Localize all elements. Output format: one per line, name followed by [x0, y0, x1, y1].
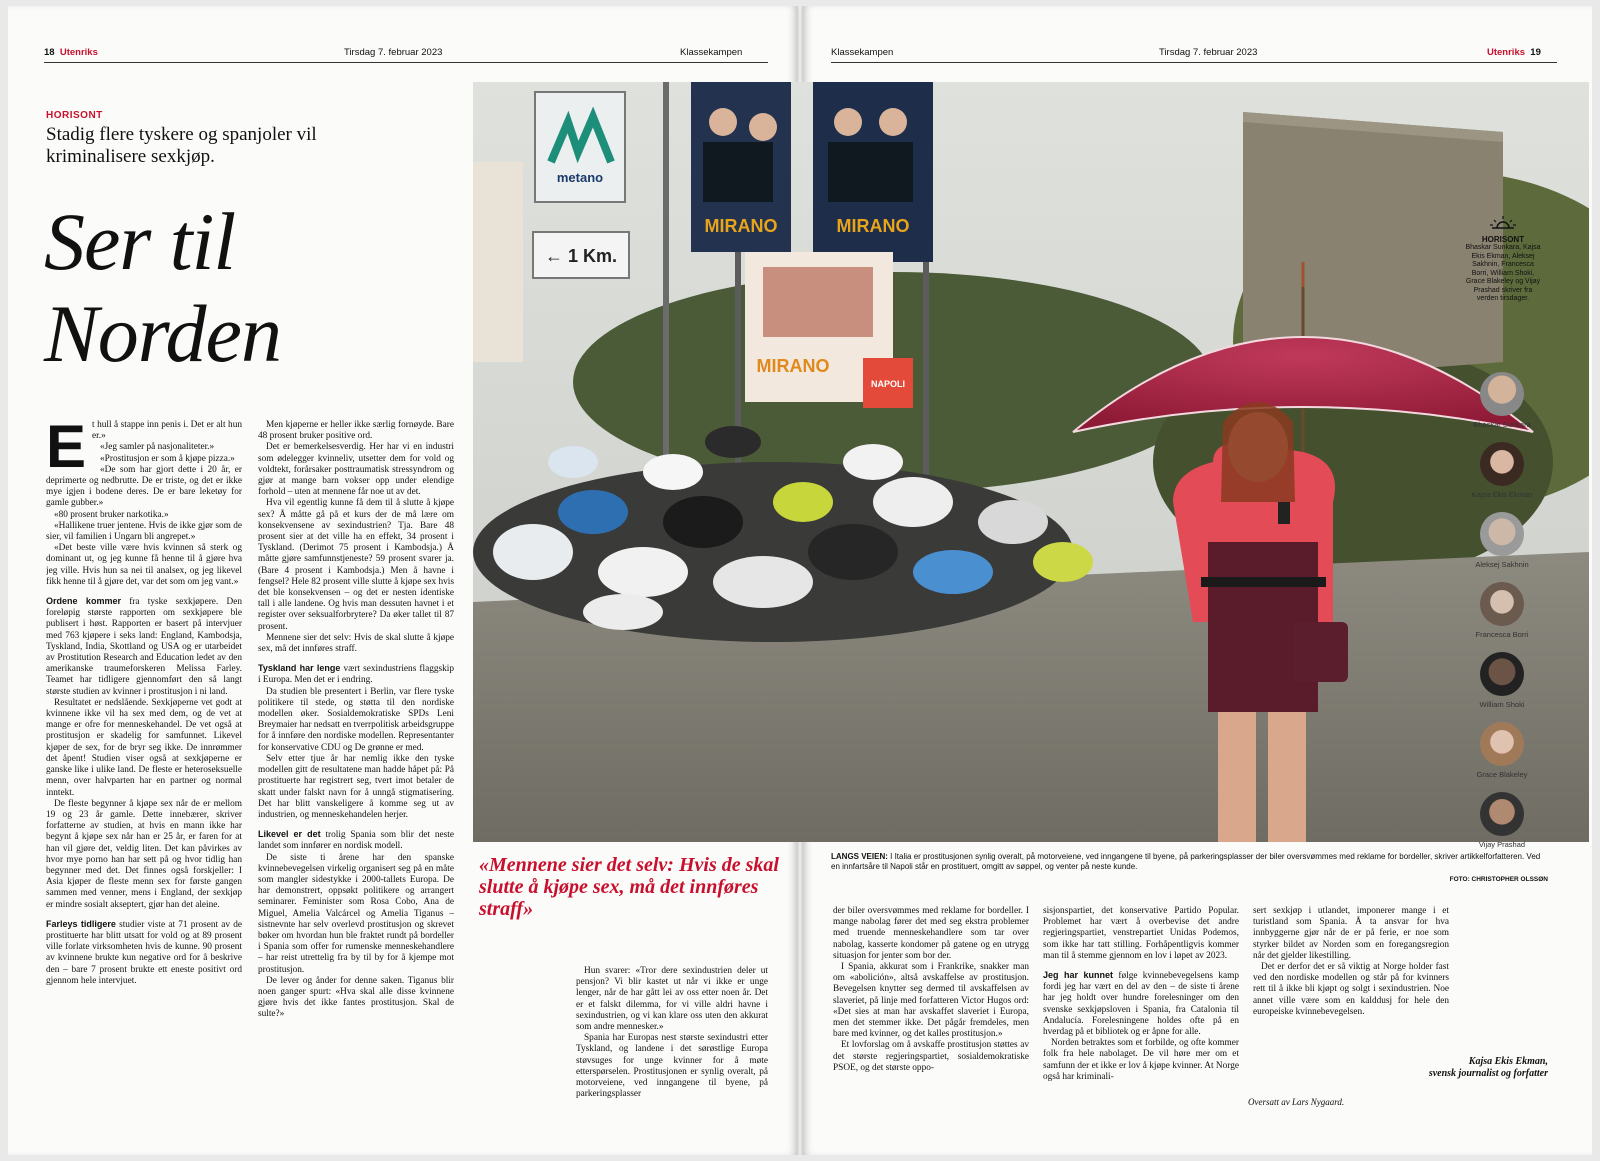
header-rule-right [831, 62, 1557, 63]
author-name: Bhaskar Sunkara [1473, 420, 1531, 429]
metano-sign-text: metano [556, 170, 604, 185]
signature-name: Kajsa Ekis Ekman, [1468, 1056, 1548, 1067]
crosshead: Jeg har kunnet [1043, 970, 1114, 981]
photo-caption: LANGS VEIEN: I Italia er prostitusjonen synlig overalt, på motorveiene, ved inngangene til byene, på parkeringsplasser der biler oversvømmes med reklame for bordeller, skriver artikkelforfatteren. Ved en innfartsåre til Napoli står en prostituert, omgitt av søppel, og venter på neste kunde. [831, 852, 1541, 871]
article-deck: Stadig flere tyskere og spanjoler vil kriminalisere sexkjøp. [46, 124, 317, 167]
sidebar-title: HORISONT [1481, 235, 1525, 244]
left-page-folio [44, 47, 98, 58]
avatar [1480, 512, 1524, 556]
page-number-right: 19 [1530, 47, 1541, 58]
right-page-folio [1487, 47, 1541, 58]
author-vijay-prashad [1456, 792, 1548, 849]
headline-line-2: Norden [44, 288, 281, 379]
left-page-paper-name: Klassekampen [680, 47, 743, 58]
pull-quote: «Mennene sier det selv: Hvis de skal slutte å kjøpe sex, må det innføres straff» [479, 854, 779, 920]
author-william-shoki [1456, 652, 1548, 709]
article-column-6: sert sexkjøp i utlandet, imponerer mange i et turistland som Spania. Å ta ansvar for hva innbyggerne gjør når de er på ferie, er noe som styrker bildet av Norden som en foregangsregion når det gjelder likestilling. Det er derfor det er så viktig at Norge holder fast ved den nordiske modellen og står på for kvinners rett til å ikke bli kjøpt og solgt i sexindustrien. Noe annet ville være som en kalddusj for hele den europeiske kvinnebevegelsen. [1253, 906, 1449, 1017]
avatar [1480, 652, 1524, 696]
author-francesca-borri [1456, 582, 1548, 639]
section-label-right: Utenriks [1487, 47, 1526, 58]
article-column-3: Hun svarer: «Tror dere sexindustrien deler ut pensjon? Vi blir kastet ut når vi ikke er unge lenger, når de har gått lei av oss etter noen år. Det er et falskt dilemma, for vi ville aldri havne i sexindustrien, og vi kan klare oss uten den akkurat som andre mennesker.» Spania har Europas nest største sexindustri etter Tyskland, og landene i det sørøstlige Europa støvsuges for unge kvinner for å møte etterspørselen. Prostitusjonen er synlig overalt, på motorveiene, ved inngangene til byene, på parkeringsplasser [576, 966, 768, 1100]
article-column-1: Et hull å stappe inn penis i. Det er alt hun er.» «Jeg samler på nasjonaliteter.» «Prostitusjon er som å kjøpe pizza.» «De som har gjort dette i 20 år, er deprimerte og nedbrutte. De er triste, og det er ikke mye igjen i bodene deres. De er bare leketøy for gamle gubber.» «80 prosent bruker narkotika.» «Hallikene truer jentene. Hvis de ikke gjør som de sier, vil familien i Ungarn bli angrepet.» «Det beste ville være hvis kvinnen så sterk og dominant ut, og jeg kunne få henne til å gjøre hva jeg ville. Hvis hun sa nei til analsex, og jeg likevel fikk henne til å gjøre det, var det som om jeg vant.» Ordene kommer fra tyske sexkjøpere. Den foreløpig største rapporten om sexkjøpere ble publisert i høst. Rapporten er basert på intervjuer med 763 kjøpere i seks land: England, Kambodsja, Tyskland, India, Skottland og USA og er utarbeidet av Prostitution Research and Education ledet av den amerikanske traumeforskeren Melissa Farley. Teamet har tidligere gjennomført den så langt største studien av kvinner i prostitusjon i ni land. Resultatet er nedslående. Sexkjøperne vet godt at kvinnene ikke vil ha sex med dem, og de vet at mange er ofre for menneskehandel. De vet også at prostitusjon er skadelig for samfunnet. Likevel kjøper de sex, for de bryr seg ikke. De innrømmer det åpent! Studien viser også at sexkjøperne er ganske like i ulike land. De fleste er heteroseksuelle menn, over halvparten har en partner og normal inntekt. De fleste begynner å kjøpe sex når de er mellom 19 og 23 år gamle. Dette innebærer, skriver forfatterne av studien, at hvis en mann ikke har begynt å kjøpe sex når han er 25 år, er faren for at han vil gjøre det, veldig liten. Det kan påvirkes av hvor mye porno han har sett på og hvor tidlig han begynner med det. Det finnes også forskjeller: I Asia kjøper de fleste menn sex for første gangen sammen med venner, mens i England, der sexkjøp er mindre sosialt akseptert, gjør han det aleine. Farleys tidligere studier viste at 71 prosent av de prostituerte har blitt utsatt for vold og at 89 prosent ville forlate virksomheten hvis de kunne. 90 prosent av kvinnene brukte kun negative ord for å beskrive den – bare 7 prosent brukte ett eneste positivt ord gjennom hele intervjuet. [46, 420, 242, 986]
avatar [1480, 792, 1524, 836]
poster-text-2: MIRANO [836, 216, 910, 236]
sidebar-description: Bhaskar Sunkara, Kajsa Ekis Ekman, Aleksej Sakhnin, Francesca Borri, William Shoki, Grace Blakeley og Vijay Prashad skriver fra verden tirsdager. [1465, 244, 1541, 302]
horisont-sidebar [1463, 214, 1543, 304]
article-column-4: der biler oversvømmes med reklame for bordeller. I mange nabolag fører det med seg ekstra problemer med truende menneskehandlere som tar over nabolag, kasserte kondomer på gatene og en utrygg situasjon for jenter som bor der. I Spania, akkurat som i Frankrike, snakker man om «abolición», altså avskaffelse av prostitusjon. Bevegelsen knytter seg dermed til avskaffelsen av slaveriet, på linje med forfatteren Victor Hugos ord: «Det sies at man har avskaffet slaveriet i Europa, men det stemmer ikke. Det pågår fremdeles, men bare med kvinner, og det kalles prostitusjon.» Et lovforslag om å avskaffe prostitusjon støttes av det største regjeringspartiet, sosialdemokratiske PSOE, og det største oppo- [833, 906, 1029, 1073]
newspaper-spread [8, 6, 1592, 1155]
author-grace-blakeley [1456, 722, 1548, 779]
avatar [1480, 582, 1524, 626]
caption-lead: LANGS VEIEN: [831, 852, 888, 861]
article-column-5: sisjonspartiet, det konservative Partido Popular. Problemet har vært å overbevise det andre regjeringspartiet, venstrepartiet Unidas Podemos, som ikke har tatt stilling. Forhåpentligvis kommer man til å stemme gjennom en lov i løpet av 2023. Jeg har kunnet følge kvinnebevegelsens kamp fordi jeg har vært en del av den – de siste ti årene har jeg holdt over hundre forelesninger om den svenske sexkjøpsloven i Spania, fra Catalonia til Andalucía. Forelesningene holdes ofte på en hverdag på et bibliotek og er åpne for alle. Norden betraktes som et forbilde, og ofte kommer folk fra hele nabolaget. De vil høre mer om et samfunn der et ikke er lov å kjøpe kvinner. At Norge også har kriminali- [1043, 906, 1239, 1082]
distance-sign-text: ← 1 Km. [544, 246, 618, 266]
poster-text-3: MIRANO [756, 356, 830, 376]
article-kicker: HORISONT [46, 110, 103, 121]
author-bhaskar-sunkara [1456, 372, 1548, 429]
avatar [1480, 722, 1524, 766]
article-photo [473, 82, 1589, 842]
author-name: Grace Blakeley [1476, 770, 1528, 779]
crosshead: Likevel er det [258, 829, 321, 840]
author-name: Vijay Prashad [1478, 840, 1526, 849]
crosshead: Tyskland har lenge [258, 663, 341, 674]
right-page-paper-name: Klassekampen [831, 47, 894, 58]
street-scene-illustration [473, 82, 1589, 842]
author-kajsa-ekis-ekman [1456, 442, 1548, 499]
avatar [1480, 372, 1524, 416]
left-page-date: Tirsdag 7. februar 2023 [344, 47, 443, 58]
right-page-date: Tirsdag 7. februar 2023 [1159, 47, 1258, 58]
author-name: William Shoki [1479, 700, 1525, 709]
section-label-left: Utenriks [59, 47, 98, 58]
poster-text-small: NAPOLI [870, 379, 906, 389]
crosshead: Ordene kommer [46, 596, 121, 607]
sunrise-icon [1488, 214, 1518, 230]
crosshead: Farleys tidligere [46, 918, 116, 929]
page-number-left: 18 [44, 47, 55, 58]
author-name: Francesca Borri [1475, 630, 1529, 639]
author-name: Aleksej Sakhnin [1475, 560, 1529, 569]
photo-credit: FOTO: CHRISTOPHER OLSSØN [1449, 876, 1548, 883]
author-name: Kajsa Ekis Ekman [1471, 490, 1533, 499]
author-signature [1248, 1056, 1548, 1108]
header-rule-left [44, 62, 768, 63]
avatar [1480, 442, 1524, 486]
dropcap: E [46, 420, 87, 480]
article-headline [44, 196, 444, 380]
poster-text-1: MIRANO [704, 216, 778, 236]
author-aleksej-sakhnin [1456, 512, 1548, 569]
translator-credit: Oversatt av Lars Nygaard. [1248, 1097, 1345, 1107]
signature-title: svensk journalist og forfatter [1428, 1068, 1548, 1079]
article-column-2: Men kjøperne er heller ikke særlig fornøyde. Bare 48 prosent bruker positive ord. Det er bemerkelsesverdig. Her har vi en industri som ødelegger kvinneliv, utsetter dem for vold og voldtekt, forårsaker posttraumatisk stressyndrom og gjør at mange barn vokser opp under elendige forhold – uten at mennene får noe ut av det. Hva vil egentlig kunne få dem til å slutte å kjøpe sex? Å måtte gå på et kurs der de må lære om konsekvensene av sexindustrien? Tja. Bare 48 prosent sier at det ville ha en effekt, 34 prosent i Tyskland. (Derimot 75 prosent i Kambodsja.) Å måtte gjøre samfunnstjeneste? 59 prosent svarer ja. (Bare 4 prosent i Kambodsja.) Men å havne i fengsel? Hele 82 prosent ville slutte å kjøpe sex hvis det ble konsekvensen – og det er nesten identiske tall i alle landene. Og hvis man dessuten havnet i et register over seksualforbrytere? Da øker tallet til 87 prosent. Mennene sier det selv: Hvis de skal slutte å kjøpe sex, må det innføres straff. Tyskland har lenge vært sexindustriens flaggskip i Europa. Men det er i endring. Da studien ble presentert i Berlin, var flere tyske politikere til stede, og støtta til den nordiske modellen øker. Sosialdemokratiske SPDs Leni Breymaier har nedsatt en tverrpolitisk arbeidsgruppe for å innføre den nordiske modellen. Representanter for konservative CDU og De grønne er med. Selv etter tjue år har nemlig ikke den tyske modellen gitt de resultatene man hadde håpet på: På prostituerte har registrert seg, tvert imot betaler de skatt under falskt navn for å unngå stigmatisering. Det har blitt vanskeligere å komme seg ut av industrien, og menneskehandelen herjer. Likevel er det trolig Spania som blir det neste landet som innfører en nordisk modell. De siste ti årene har den spanske kvinnebevegelsen virkelig organisert seg på en måte som mangler sidestykke i 2000-tallets Europa. De har demonstrert, oppsøkt politikere og arrangert seminarer. Feminister som Rosa Cobo, Ana de Miguel, Amelia Valcárcel og Amelia Tiganus – sistnevnte har selv overlevd prostitusjon og skrevet bøker om hvordan hun ble fraktet rundt på bordeller i Spania som offer for rumenske menneskehandlere – har reist utrettelig fra by til by for å kjempe mot prostitusjon. De lever og ånder for denne saken. Tiganus blir noen ganger spurt: «Hva skal alle disse kvinnene gjøre hvis det ikke fantes prostitusjon. Skal de sulte?» [258, 420, 454, 1020]
headline-line-1: Ser til [44, 196, 236, 287]
